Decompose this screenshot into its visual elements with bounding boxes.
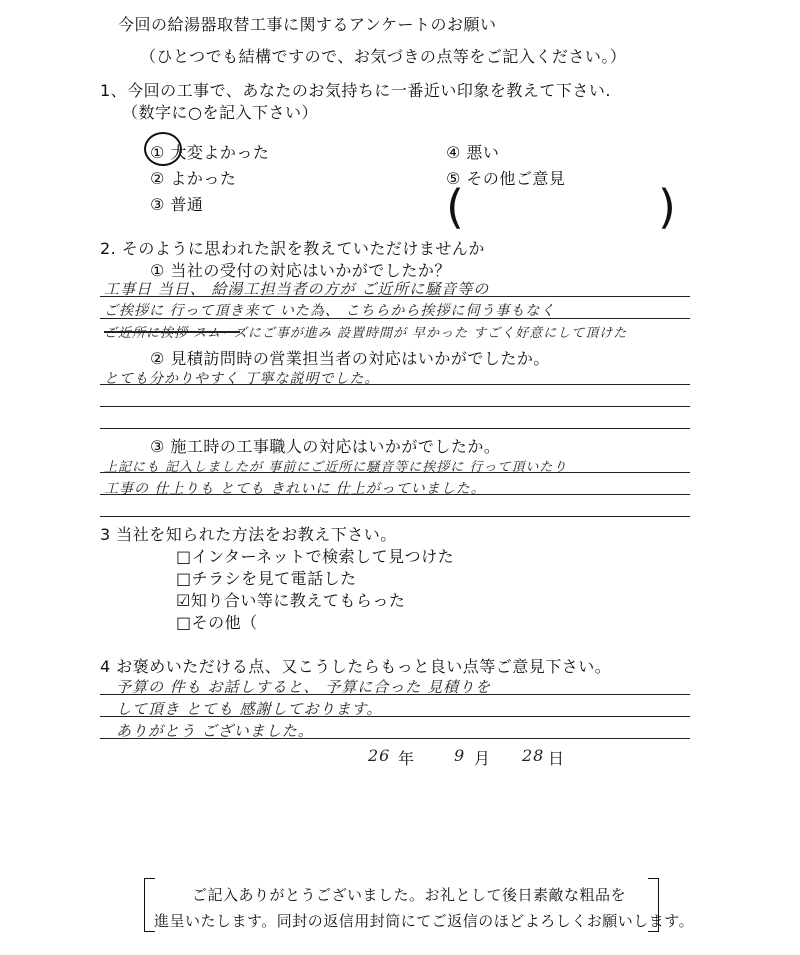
q2-sub1-answer-line1: 工事日 当日、 給湯工担当者の方が ご近所に騒音等の [104, 280, 490, 298]
answer-rule [100, 694, 690, 695]
q1-option-1[interactable]: ① 大変よかった [150, 143, 270, 162]
date-year-label: 年 [398, 749, 415, 768]
answer-rule [100, 318, 690, 319]
survey-subtitle: （ひとつでも結構ですので、お気づきの点等をご記入ください。） [140, 47, 627, 66]
q2-sub2: ② 見積訪問時の営業担当者の対応はいかがでしたか。 [150, 349, 550, 368]
q4-answer-line1: 予算の 件も お話しすると、 予算に合った 見積りを [116, 678, 492, 696]
q1-option-4[interactable]: ④ 悪い [446, 143, 500, 162]
strikethrough-mark [104, 331, 240, 333]
q2-sub3: ③ 施工時の工事職人の対応はいかがでしたか。 [150, 437, 501, 456]
q2-sub2-answer-line1: とても分かりやすく 丁寧な説明でした。 [104, 371, 380, 387]
q2-sub3-answer-line2: 工事の 仕上りも とても きれいに 仕上がっていました。 [104, 481, 486, 497]
q2-sub1-answer-line2: ご挨拶に 行って頂き来て いた為、 こちらから挨拶に伺う事もなく [104, 303, 556, 319]
date-year: 26 [368, 746, 391, 765]
q1-paren-close: ) [658, 180, 676, 234]
q2-question: 2. そのように思われた訳を教えていただけませんか [100, 239, 485, 258]
date-month: 9 [454, 746, 466, 765]
date-day-label: 日 [548, 749, 565, 768]
answer-rule [100, 296, 690, 297]
q1-option-2[interactable]: ② よかった [150, 169, 237, 188]
date-day: 28 [522, 746, 545, 765]
q4-answer-line3: ありがとう ございました。 [116, 722, 314, 740]
q1-instruction: （数字に○を記入下さい） [122, 103, 318, 122]
q3-question: 3 当社を知られた方法をお教え下さい。 [100, 525, 397, 544]
q2-sub1-answer-line3: ご近所に挨拶 スムーズにご事が進み 設置時間が 早かった すごく好意にして頂けた [104, 326, 628, 341]
selected-circle-mark [144, 132, 182, 166]
q4-question: 4 お褒めいただける点、又こうしたらもっと良い点等ご意見下さい。 [100, 657, 612, 676]
q3-option-internet[interactable]: □インターネットで検索して見つけた [176, 547, 455, 566]
survey-title: 今回の給湯器取替工事に関するアンケートのお願い [118, 15, 497, 34]
q3-option-other[interactable]: □その他（ [176, 613, 258, 632]
answer-rule [100, 428, 690, 429]
q1-paren-open: ( [446, 180, 464, 234]
answer-rule [100, 472, 690, 473]
answer-rule [100, 516, 690, 517]
answer-rule [100, 384, 690, 385]
q2-sub1: ① 当社の受付の対応はいかがでしたか？ [150, 261, 451, 280]
q1-option-3[interactable]: ③ 普通 [150, 195, 204, 214]
footer-line2: 進呈いたします。同封の返信用封筒にてご返信のほどよろしくお願いします。 [154, 912, 695, 930]
q2-sub3-answer-line1: 上記にも 記入しましたが 事前にご近所に騒音等に挨拶に 行って頂いたり [104, 460, 568, 475]
answer-rule [100, 716, 690, 717]
answer-rule [100, 494, 690, 495]
date-month-label: 月 [474, 749, 491, 768]
q4-answer-line2: して頂き とても 感謝しております。 [116, 700, 383, 718]
q1-question: 1、今回の工事で、あなたのお気持ちに一番近い印象を教えて下さい. [100, 81, 611, 100]
answer-rule [100, 738, 690, 739]
q3-option-flyer[interactable]: □チラシを見て電話した [176, 569, 357, 588]
footer-line1: ご記入ありがとうございました。お礼として後日素敵な粗品を [192, 886, 627, 904]
answer-rule [100, 406, 690, 407]
q3-option-acquaintance[interactable]: ☑知り合い等に教えてもらった [176, 591, 406, 610]
q1-option-5[interactable]: ⑤ その他ご意見 [446, 169, 566, 188]
